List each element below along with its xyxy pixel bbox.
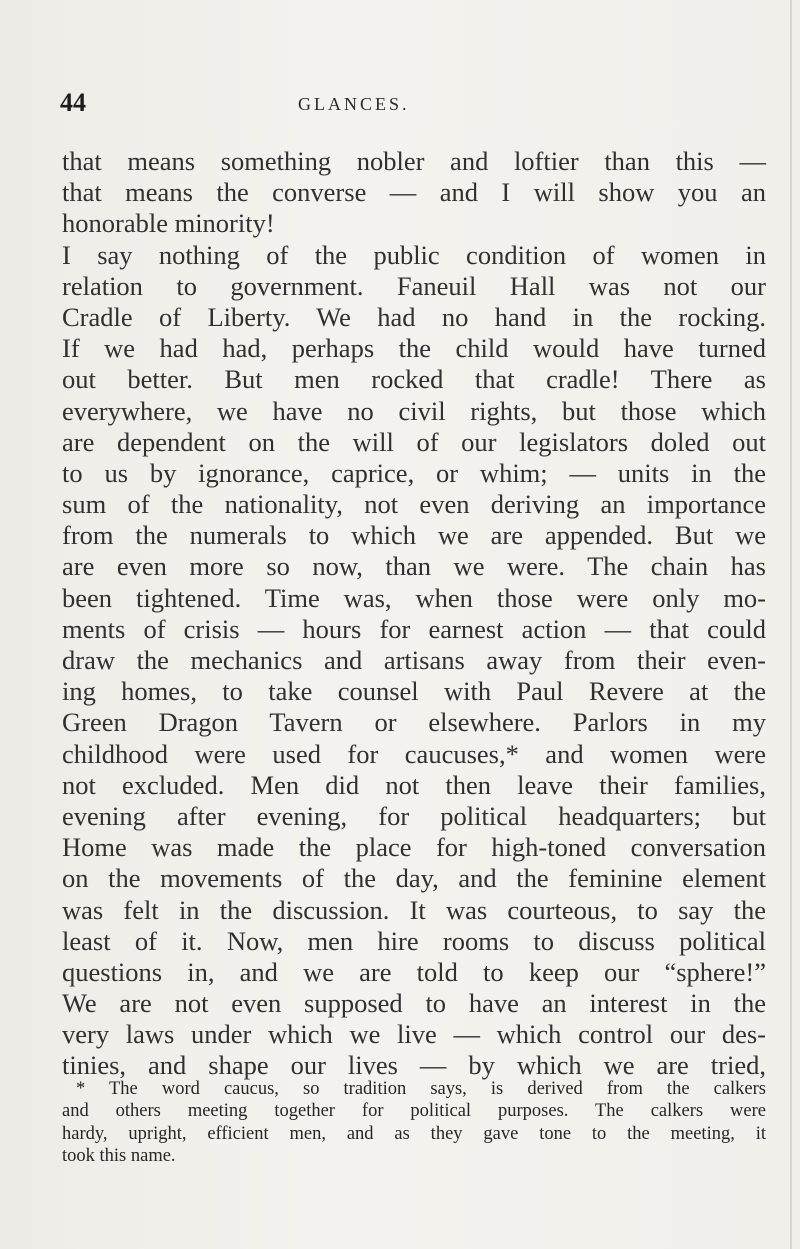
text-line: tinies, and shape our lives — by which we are tried, (62, 1050, 766, 1081)
text-line: are dependent on the will of our legislators doled out (62, 426, 766, 457)
text-line: If we had had, perhaps the child would have turned (62, 333, 766, 364)
text-line: that means something nobler and loftier than this — (62, 146, 766, 176)
text-line: been tightened. Time was, when those were only mo- (62, 582, 766, 613)
body-text (62, 146, 766, 1082)
text-line: Home was made the place for high-toned conversation (62, 832, 766, 863)
footnote-line: * The word caucus, so tradition says, is derived from the calkers (76, 1079, 766, 1099)
text-line: ing homes, to take counsel with Paul Revere at the (62, 676, 766, 707)
text-line: childhood were used for caucuses,* and women were (62, 738, 766, 769)
text-line: on the movements of the day, and the feminine element (62, 863, 766, 894)
text-line: Green Dragon Tavern or elsewhere. Parlors in my (62, 707, 766, 738)
text-line: not excluded. Men did not then leave their families, (62, 769, 766, 800)
page-header (0, 78, 800, 118)
footnote (62, 1078, 766, 1168)
text-line: questions in, and we are told to keep our “sphere!” (62, 956, 766, 987)
text-line: out better. But men rocked that cradle! There as (62, 364, 766, 395)
text-line: ments of crisis — hours for earnest action — that could (62, 613, 766, 644)
footnote-line: and others meeting together for political purposes. The calkers were (62, 1101, 766, 1122)
footnote-line: hardy, upright, efficient men, and as they gave tone to the meeting, it (62, 1123, 766, 1144)
text-line: sum of the nationality, not even deriving an importance (62, 489, 766, 520)
text-line: that means the converse — and I will show you an (62, 177, 766, 208)
text-line: draw the mechanics and artisans away from their even- (62, 645, 766, 675)
text-line: are even more so now, than we were. The chain has (62, 551, 766, 582)
page-number: 44 (60, 88, 86, 117)
text-line: to us by ignorance, caprice, or whim; — units in the (62, 457, 766, 488)
text-line: relation to government. Faneuil Hall was not our (62, 270, 766, 301)
text-line: We are not even supposed to have an interest in the (62, 988, 766, 1019)
text-line: least of it. Now, men hire rooms to discuss political (62, 925, 766, 956)
page-edge (790, 0, 792, 1249)
footnote-line: took this name. (62, 1146, 176, 1167)
text-line: very laws under which we live — which control our des- (62, 1019, 766, 1050)
text-line: was felt in the discussion. It was courteous, to say the (62, 894, 766, 925)
text-line: Cradle of Liberty. We had no hand in the rocking. (62, 301, 766, 332)
text-line: from the numerals to which we are appended. But we (62, 520, 766, 551)
running-head: GLANCES. (298, 94, 410, 114)
text-line: I say nothing of the public condition of women in (62, 239, 766, 270)
text-line: everywhere, we have no civil rights, but those which (62, 395, 766, 426)
text-line: evening after evening, for political headquarters; but (62, 800, 766, 831)
text-line: honorable minority! (62, 208, 275, 239)
